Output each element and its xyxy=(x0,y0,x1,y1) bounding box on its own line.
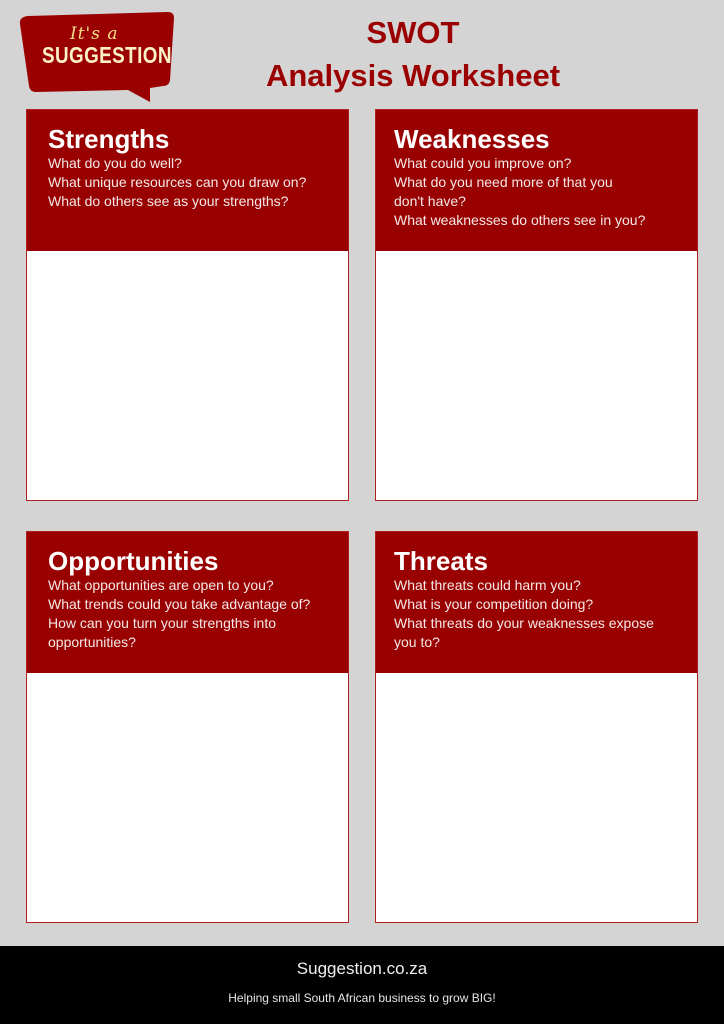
question: How can you turn your strengths into xyxy=(48,615,277,631)
opportunities-writing-area[interactable] xyxy=(27,673,348,923)
weaknesses-writing-area[interactable] xyxy=(376,251,697,501)
question: What do others see as your strengths? xyxy=(48,193,289,209)
opportunities-box xyxy=(26,531,349,923)
strengths-title: Strengths xyxy=(48,124,170,154)
threats-header xyxy=(376,532,697,673)
question: What do you need more of that you xyxy=(394,174,613,190)
question: What opportunities are open to you? xyxy=(48,577,274,593)
weaknesses-title: Weaknesses xyxy=(394,124,550,154)
threats-title: Threats xyxy=(394,546,488,576)
title-line-1: SWOT xyxy=(366,15,460,50)
question: What threats do your weaknesses expose xyxy=(394,615,654,631)
question: What unique resources can you draw on? xyxy=(48,174,307,190)
footer-site-link[interactable]: Suggestion.co.za xyxy=(296,959,428,978)
question: What could you improve on? xyxy=(394,155,572,171)
weaknesses-header xyxy=(376,110,697,251)
opportunities-header xyxy=(27,532,348,673)
question: What is your competition doing? xyxy=(394,596,594,612)
footer-tagline: Helping small South African business to grow BIG! xyxy=(228,991,496,1005)
footer xyxy=(0,946,724,1024)
question: you to? xyxy=(394,634,440,650)
page-title xyxy=(230,11,596,97)
threats-box xyxy=(375,531,698,923)
strengths-writing-area[interactable] xyxy=(27,251,348,501)
logo-tagline: It's a xyxy=(70,24,119,44)
strengths-box xyxy=(26,109,349,501)
question: What weaknesses do others see in you? xyxy=(394,212,646,228)
question: opportunities? xyxy=(48,634,136,650)
title-line-2: Analysis Worksheet xyxy=(265,58,561,93)
weaknesses-box xyxy=(375,109,698,501)
question: What do you do well? xyxy=(48,155,182,171)
opportunities-title: Opportunities xyxy=(48,546,219,576)
logo-wordmark: SUGGESTION xyxy=(42,42,172,68)
question: What trends could you take advantage of? xyxy=(48,596,311,612)
threats-writing-area[interactable] xyxy=(376,673,697,923)
logo xyxy=(18,10,176,104)
question: What threats could harm you? xyxy=(394,577,581,593)
strengths-header xyxy=(27,110,348,251)
question: don't have? xyxy=(394,193,466,209)
